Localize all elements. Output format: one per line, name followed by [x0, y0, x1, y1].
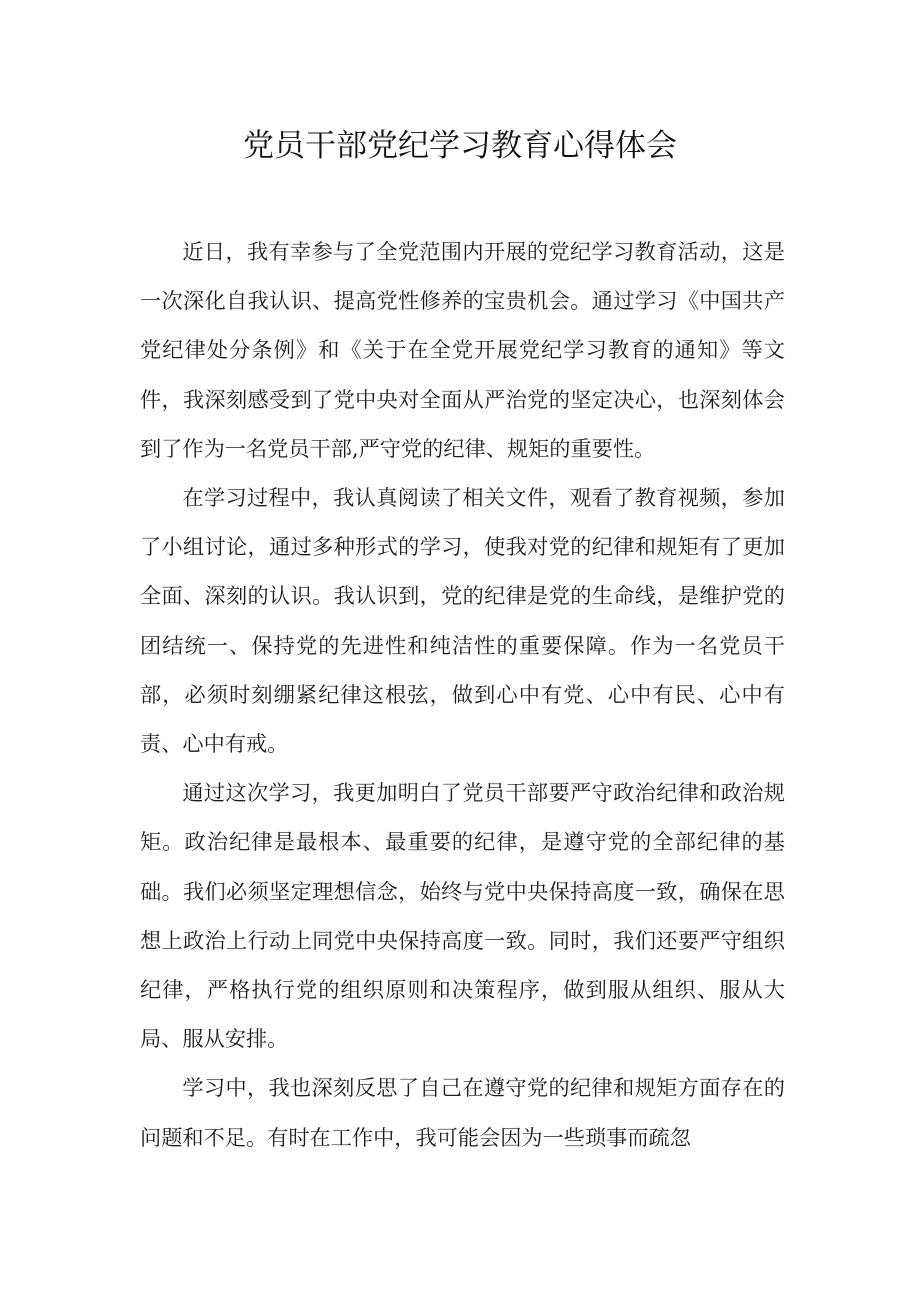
paragraph: 近日，我有幸参与了全党范围内开展的党纪学习教育活动，这是一次深化自我认识、提高党性修养的宝贵机会。通过学习《中国共产党纪律处分条例》和《关于在全党开展党纪学习教育的通知》等文件，我深刻感受到了党中央对全面从严治党的坚定决心，也深刻体会到了作为一名党员干部,严守党的纪律、规矩的重要性。	[140, 239, 785, 461]
paragraph: 学习中，我也深刻反思了自己在遵守党的纪律和规矩方面存在的问题和不足。有时在工作中，我可能会因为一些琐事而疏忽	[140, 1075, 785, 1150]
paragraph: 通过这次学习，我更加明白了党员干部要严守政治纪律和政治规矩。政治纪律是最根本、最重要的纪律，是遵守党的全部纪律的基础。我们必须坚定理想信念，始终与党中央保持高度一致，确保在思想上政治上行动上同党中央保持高度一致。同时，我们还要严守组织纪律，严格执行党的组织原则和决策程序，做到服从组织、服从大局、服从安排。	[140, 780, 785, 1052]
paragraph: 在学习过程中，我认真阅读了相关文件，观看了教育视频，参加了小组讨论，通过多种形式的学习，使我对党的纪律和规矩有了更加全面、深刻的认识。我认识到，党的纪律是党的生命线，是维护党的团结统一、保持党的先进性和纯洁性的重要保障。作为一名党员干部，必须时刻绷紧纪律这根弦，做到心中有党、心中有民、心中有责、心中有戒。	[140, 485, 785, 757]
document-body	[140, 227, 785, 1162]
document-title: 党员干部党纪学习教育心得体会	[243, 128, 677, 164]
